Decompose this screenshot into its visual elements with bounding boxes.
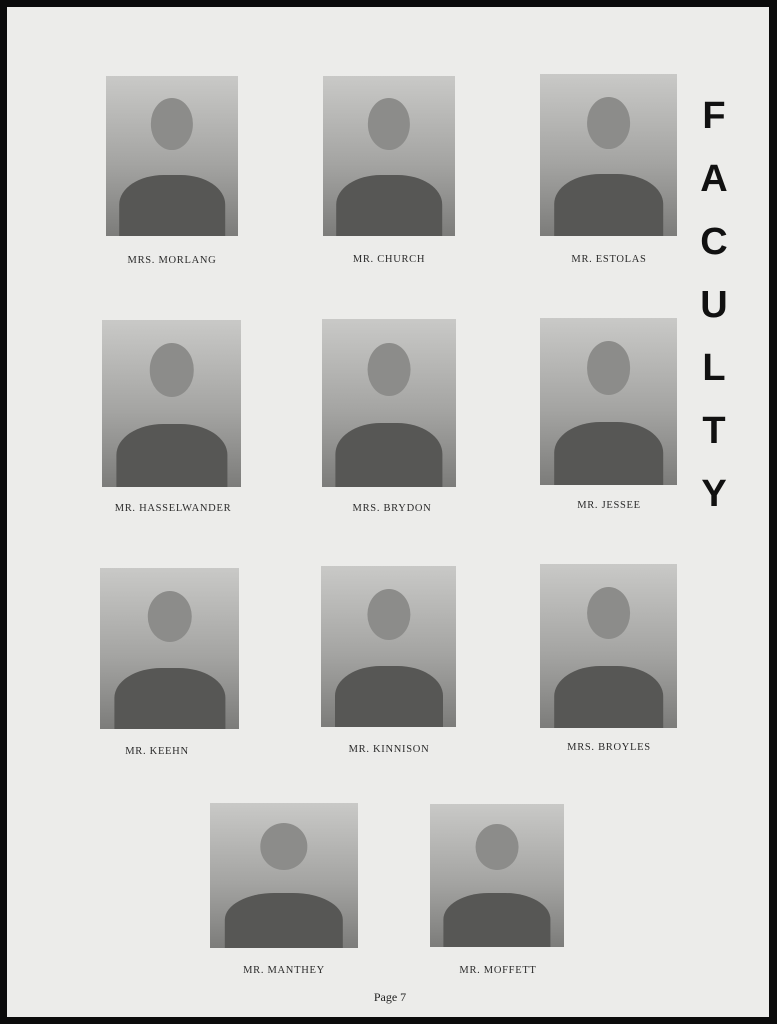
faculty-photo-moffett (430, 804, 564, 947)
faculty-caption: MR. HASSELWANDER (114, 503, 232, 514)
faculty-caption: MR. ESTOLAS (571, 254, 647, 265)
faculty-caption: MR. KINNISON (348, 744, 430, 755)
faculty-caption: MR. KEEHN (125, 746, 189, 757)
page-number: Page 7 (373, 990, 407, 1004)
faculty-photo-jessee (540, 318, 677, 485)
faculty-photo-keehn (100, 568, 239, 729)
faculty-vertical-title (697, 85, 731, 526)
faculty-photo-morlang (106, 76, 238, 236)
title-letter: T (702, 410, 726, 452)
faculty-caption: MR. CHURCH (352, 254, 426, 265)
faculty-photo-estolas (540, 74, 677, 236)
faculty-caption: MRS. BROYLES (567, 742, 651, 753)
title-letter: L (702, 347, 726, 389)
faculty-photo-hasselwander (102, 320, 241, 487)
faculty-caption: MR. MOFFETT (459, 965, 537, 976)
faculty-caption: MRS. MORLANG (127, 255, 217, 266)
title-letter: A (700, 158, 728, 200)
faculty-photo-kinnison (321, 566, 456, 727)
faculty-photo-broyles (540, 564, 677, 728)
title-letter: U (700, 284, 728, 326)
faculty-photo-brydon (322, 319, 456, 487)
faculty-photo-manthey (210, 803, 358, 948)
faculty-caption: MRS. BRYDON (352, 503, 432, 514)
faculty-caption: MR. JESSEE (577, 500, 641, 511)
yearbook-page (7, 7, 769, 1017)
faculty-photo-church (323, 76, 455, 236)
title-letter: C (700, 221, 728, 263)
title-letter: F (702, 95, 726, 137)
title-letter: Y (701, 473, 727, 515)
faculty-caption: MR. MANTHEY (243, 965, 325, 976)
